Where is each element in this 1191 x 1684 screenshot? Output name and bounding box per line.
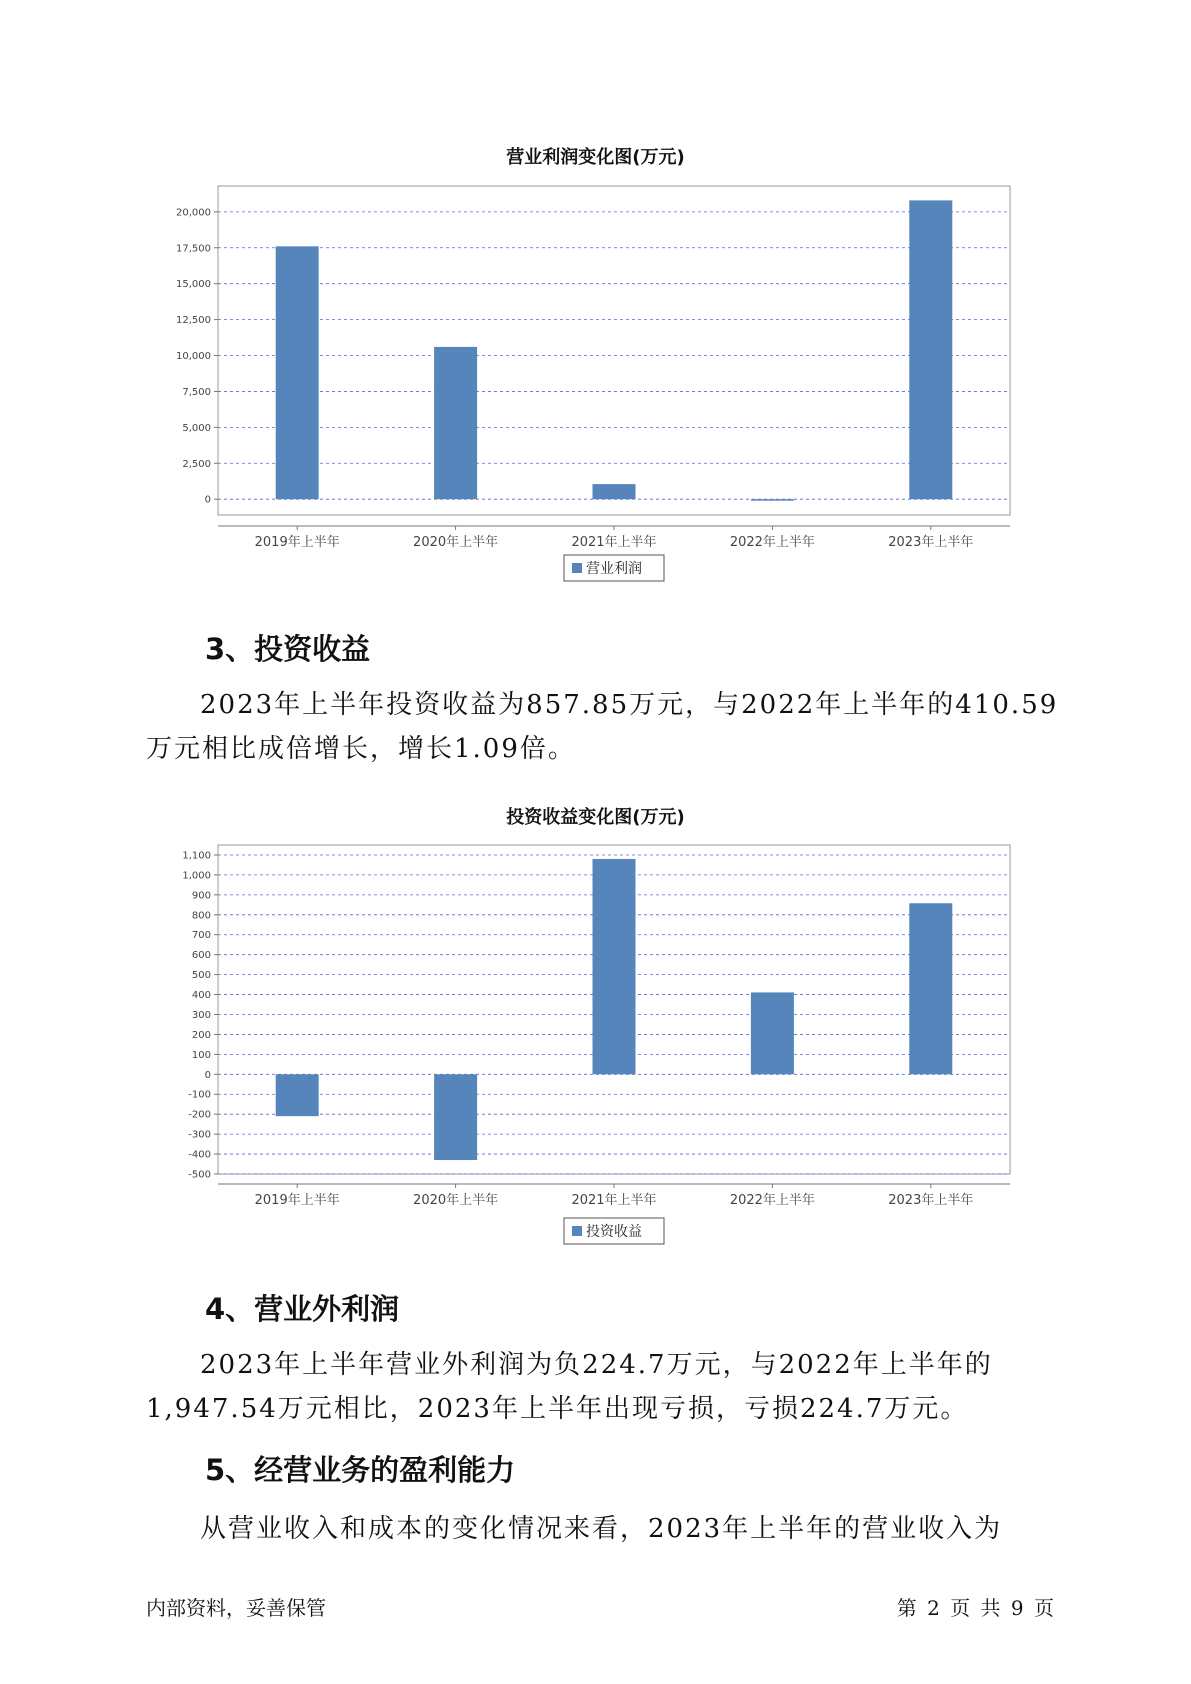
y-tick-label: 17,500 <box>176 243 211 255</box>
x-tick-label: 2021年上半年 <box>571 1193 657 1208</box>
x-tick-label: 2022年上半年 <box>729 535 815 550</box>
paragraph-investment: 2023年上半年投资收益为857.85万元，与2022年上半年的410.59万元相比成倍增长，增长1.09倍。 <box>146 690 1059 764</box>
bar-2023年上半年 <box>909 200 952 499</box>
y-tick-label: 900 <box>191 890 211 902</box>
x-tick-label: 2023年上半年 <box>888 1193 974 1208</box>
footer-confidential-note: 内部资料，妥善保管 <box>146 1596 326 1620</box>
y-tick-label: -500 <box>188 1169 211 1181</box>
y-tick-label: 15,000 <box>176 279 211 291</box>
y-tick-label: 0 <box>204 494 211 506</box>
bar-2019年上半年 <box>276 246 319 499</box>
y-tick-label: -100 <box>188 1089 211 1101</box>
x-tick-label: 2020年上半年 <box>413 535 499 550</box>
legend <box>564 1218 664 1244</box>
y-tick-label: -400 <box>188 1149 211 1161</box>
y-tick-label: 400 <box>191 990 211 1002</box>
paragraph-profitability: 从营业收入和成本的变化情况来看，2023年上半年的营业收入为 <box>200 1514 1003 1544</box>
section-heading-non-operating-profit: 4、营业外利润 <box>205 1292 400 1326</box>
chart-title-investment-income: 投资收益变化图(万元) <box>506 807 685 828</box>
y-tick-label: 2,500 <box>182 458 211 470</box>
bar-2022年上半年 <box>751 499 794 501</box>
investment-income-chart <box>0 822 1191 1252</box>
legend <box>564 555 664 581</box>
section-heading-profitability: 5、经营业务的盈利能力 <box>205 1453 516 1487</box>
y-tick-label: 100 <box>191 1049 211 1061</box>
y-tick-label: -200 <box>188 1109 211 1121</box>
chart-title-operating-profit: 营业利润变化图(万元) <box>506 147 685 168</box>
x-tick-label: 2019年上半年 <box>254 535 340 550</box>
y-tick-label: 5,000 <box>182 422 211 434</box>
bar-2021年上半年 <box>593 484 636 499</box>
footer-page-number: 第 2 页 共 9 页 <box>896 1596 1054 1620</box>
y-tick-label: 600 <box>191 950 211 962</box>
x-tick-label: 2023年上半年 <box>888 535 974 550</box>
y-tick-label: 700 <box>191 930 211 942</box>
y-tick-label: 1,000 <box>182 870 211 882</box>
y-tick-label: 1,100 <box>182 850 211 862</box>
y-tick-label: 500 <box>191 970 211 982</box>
y-tick-label: 10,000 <box>176 351 211 363</box>
bar-2020年上半年 <box>434 347 477 499</box>
y-tick-label: 300 <box>191 1009 211 1021</box>
bar-2019年上半年 <box>276 1074 319 1116</box>
x-tick-label: 2021年上半年 <box>571 535 657 550</box>
plot-area <box>218 186 1010 515</box>
bar-2020年上半年 <box>434 1074 477 1160</box>
section-heading-investment: 3、投资收益 <box>205 632 371 666</box>
legend-swatch <box>572 1226 582 1236</box>
x-tick-label: 2020年上半年 <box>413 1193 499 1208</box>
legend-label: 投资收益 <box>586 1224 642 1240</box>
bar-2022年上半年 <box>751 992 794 1074</box>
y-tick-label: 20,000 <box>176 207 211 219</box>
x-tick-label: 2022年上半年 <box>729 1193 815 1208</box>
y-tick-label: -300 <box>188 1129 211 1141</box>
operating-profit-chart <box>0 160 1191 580</box>
x-tick-label: 2019年上半年 <box>254 1193 340 1208</box>
y-tick-label: 7,500 <box>182 386 211 398</box>
y-tick-label: 12,500 <box>176 315 211 327</box>
y-tick-label: 200 <box>191 1029 211 1041</box>
y-tick-label: 0 <box>204 1069 211 1081</box>
legend-swatch <box>572 563 582 573</box>
paragraph-non-operating-profit: 2023年上半年营业外利润为负224.7万元，与2022年上半年的1,947.54万元相比，2023年上半年出现亏损，亏损224.7万元。 <box>146 1350 993 1424</box>
bar-2021年上半年 <box>593 859 636 1074</box>
bar-2023年上半年 <box>909 903 952 1074</box>
y-tick-label: 800 <box>191 910 211 922</box>
legend-label: 营业利润 <box>586 561 642 577</box>
